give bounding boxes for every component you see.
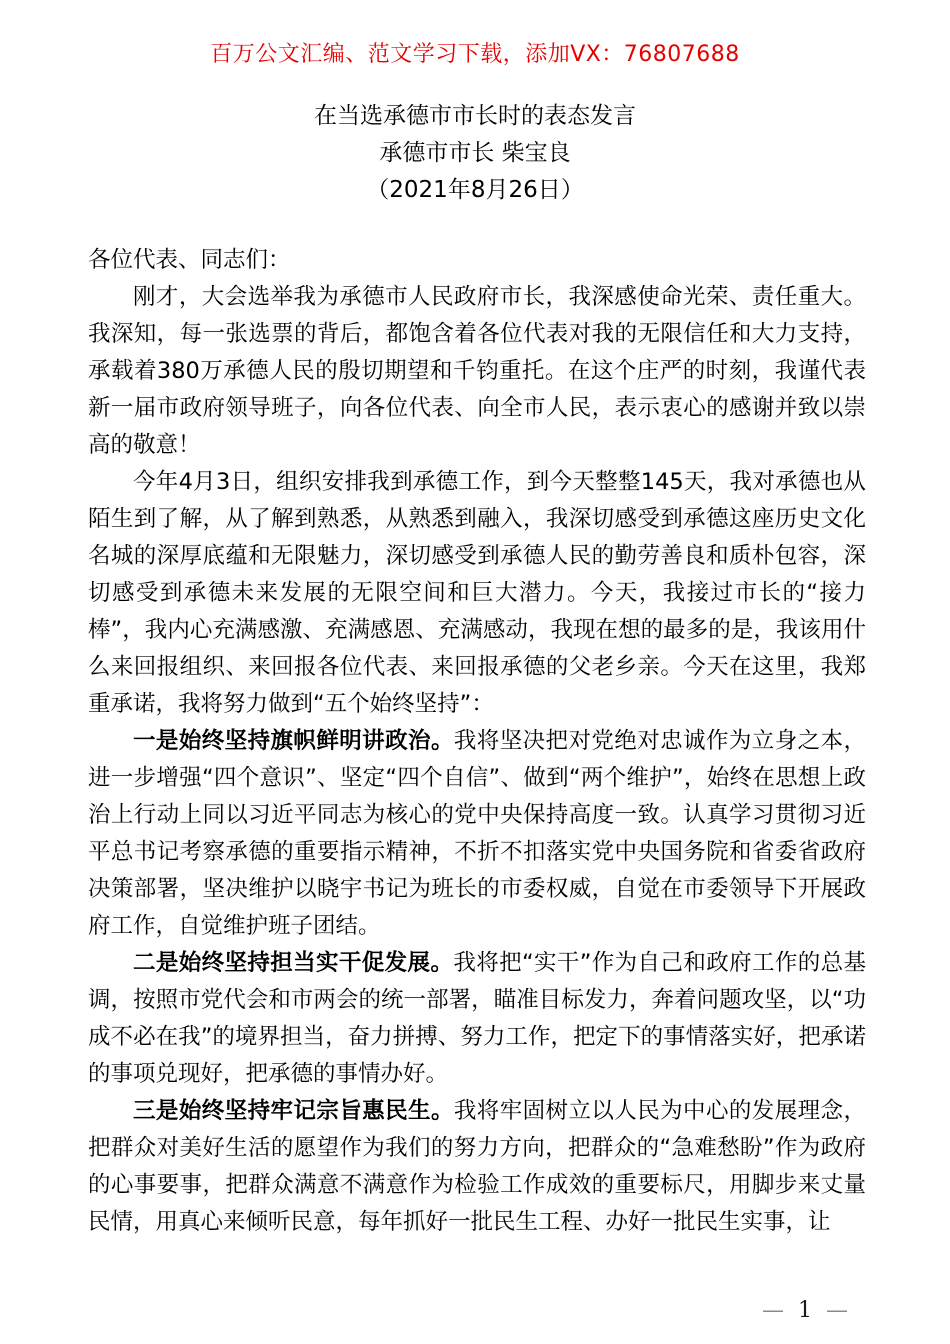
page-number-left-dash: —: [762, 1298, 784, 1323]
document-title: 在当选承德市市长时的表态发言: [314, 103, 636, 129]
paragraph-text: 我将把“实干”作为自己和政府工作的总基调，按照市党代会和市两会的统一部署，瞄准目标发力，奔着问题攻坚，以“功成不必在我”的境界担当，奋力拼搏、努力工作，把定下的事情落实好，把承诺的事项兑现好，把承德的事情办好。: [88, 950, 866, 1087]
page-number: 1: [798, 1298, 812, 1323]
paragraph: [88, 1093, 866, 1241]
page-footer: [762, 1298, 848, 1324]
paragraph-text: 今年4月3日，组织安排我到承德工作，到今天整整145天，我对承德也从陌生到了解，从了解到熟悉，从熟悉到融入，我深切感受到承德这座历史文化名城的深厚底蕴和无限魅力，深切感受到承德人民的勤劳善良和质朴包容，深切感受到承德未来发展的无限空间和巨大潜力。今天，我接过市长的“接力棒”，我内心充满感激、充满感恩、充满感动，我现在想的最多的是，我该用什么来回报组织、来回报各位代表、来回报承德的父老乡亲。今天在这里，我郑重承诺，我将努力做到“五个始终坚持”：: [88, 469, 866, 717]
paragraph-text: 刚才，大会选举我为承德市人民政府市长，我深感使命光荣、责任重大。我深知，每一张选票的背后，都饱含着各位代表对我的无限信任和大力支持，承载着380万承德人民的殷切期望和千钧重托。在这个庄严的时刻，我谨代表新一届市政府领导班子，向各位代表、向全市人民，表示衷心的感谢并致以崇高的敬意！: [88, 284, 866, 458]
heading-block: [0, 98, 950, 209]
paragraph-text: 我将牢固树立以人民为中心的发展理念，把群众对美好生活的愿望作为我们的努力方向，把群众的“急难愁盼”作为政府的心事要事，把群众满意不满意作为检验工作成效的重要标尺，用脚步来丈量民情，用真心来倾听民意，每年抓好一批民生工程、办好一批民生实事，让: [88, 1098, 866, 1235]
page-number-right-dash: —: [826, 1298, 848, 1323]
salutation: 各位代表、同志们：: [88, 247, 291, 273]
promo-header: 百万公文汇编、范文学习下载，添加VX：76807688: [210, 42, 740, 67]
paragraph-text: 我将坚决把对党绝对忠诚作为立身之本，进一步增强“四个意识”、坚定“四个自信”、做到“两个维护”，始终在思想上政治上行动上同以习近平同志为核心的党中央保持高度一致。认真学习贯彻习近平总书记考察承德的重要指示精神，不折不扣落实党中央国务院和省委省政府决策部署，坚决维护以晓宇书记为班长的市委权威，自觉在市委领导下开展政府工作，自觉维护班子团结。: [88, 728, 866, 939]
paragraph-lead: 一是始终坚持旗帜鲜明讲政治。: [133, 728, 454, 754]
paragraph-lead: 二是始终坚持担当实干促发展。: [133, 950, 454, 976]
paragraph: [88, 723, 866, 945]
paragraph: [88, 464, 866, 723]
document-date: （2021年8月26日）: [366, 177, 584, 203]
document-author: 承德市市长 柴宝良: [379, 140, 571, 166]
paragraph: [88, 945, 866, 1093]
paragraph-lead: 三是始终坚持牢记宗旨惠民生。: [133, 1098, 454, 1124]
document-body: [88, 242, 866, 1241]
paragraph: [88, 279, 866, 464]
